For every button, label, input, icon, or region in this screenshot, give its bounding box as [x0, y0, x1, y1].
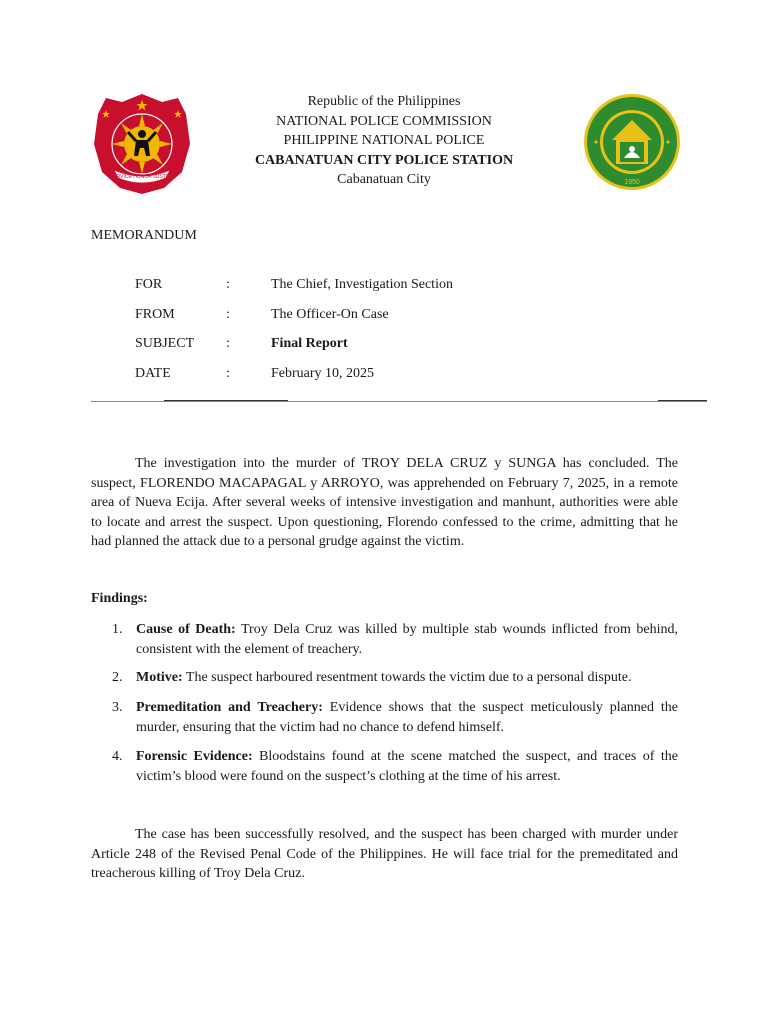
memo-subject-row — [135, 336, 635, 356]
date-label: DATE — [135, 366, 171, 381]
finding-number: 1. — [112, 622, 123, 637]
finding-heading: Cause of Death: — [136, 622, 236, 637]
memo-from-row — [135, 307, 635, 327]
header-divider — [91, 401, 707, 402]
header-station: CABANATUAN CITY POLICE STATION — [254, 152, 514, 168]
date-value: February 10, 2025 — [271, 366, 375, 381]
for-value: The Chief, Investigation Section — [271, 277, 453, 292]
finding-number: 2. — [112, 670, 123, 685]
divider-accent-right — [658, 400, 707, 401]
svg-text:1950: 1950 — [624, 179, 640, 186]
for-label: FOR — [135, 277, 163, 292]
for-colon: : — [226, 277, 230, 292]
header-commission: NATIONAL POLICE COMMISSION — [276, 113, 492, 129]
subject-label: SUBJECT — [135, 336, 195, 351]
memo-title: MEMORANDUM — [91, 228, 197, 243]
date-colon: : — [226, 366, 230, 381]
finding-heading: Motive: — [136, 670, 183, 685]
divider-accent-left — [164, 400, 288, 401]
subject-value: Final Report — [271, 336, 348, 351]
conclusion-paragraph: The case has been successfully resolved, and the suspect has been charged with murder under Article 248 of the Revised Penal Code of the Philippines. He will face trial for the premeditated and treacherous killing of Troy Dela Cruz. — [91, 827, 678, 881]
from-value: The Officer-On Case — [271, 307, 389, 322]
pnp-seal-icon — [92, 92, 192, 196]
from-colon: : — [226, 307, 230, 322]
intro-paragraph: The investigation into the murder of TROY DELA CRUZ y SUNGA has concluded. The suspect, FLORENDO MACAPAGAL y ARROYO, was apprehended on February 7, 2025, in a remote area of Nueva Ecija. After several weeks of intensive investigation and manhunt, authorities were able to locate and arrest the suspect. Upon questioning, Florendo confessed to the crime, admitting that he had planned the attack due to a personal grudge against the victim. — [91, 456, 678, 549]
finding-text: The suspect harboured resentment towards the victim due to a personal dispute. — [182, 670, 632, 685]
subject-colon: : — [226, 336, 230, 351]
letterhead — [234, 92, 534, 190]
finding-heading: Forensic Evidence: — [136, 749, 253, 764]
header-agency: PHILIPPINE NATIONAL POLICE — [283, 133, 485, 148]
finding-text: Troy Dela Cruz was killed by multiple stab wounds inflicted from behind, consistent with the element of treachery. — [136, 622, 678, 657]
finding-number: 3. — [112, 700, 123, 715]
finding-number: 4. — [112, 749, 123, 764]
finding-text: Bloodstains found at the scene matched the suspect, and traces of the victim’s blood were found on the suspect’s clothing at the time of his arrest. — [136, 749, 678, 784]
svg-text:SERVICE HONOR JUSTICE: SERVICE HONOR JUSTICE — [109, 174, 175, 180]
finding-text: Evidence shows that the suspect meticulously planned the murder, ensuring that the victim had no chance to defend himself. — [136, 700, 678, 735]
findings-heading: Findings: — [91, 591, 148, 606]
header-city: Cabanatuan City — [337, 172, 431, 187]
finding-heading: Premeditation and Treachery: — [136, 700, 323, 715]
from-label: FROM — [135, 307, 175, 322]
memo-date-row — [135, 366, 635, 386]
memo-for-row — [135, 277, 635, 297]
cabanatuan-city-seal-icon — [582, 92, 682, 192]
header-country: Republic of the Philippines — [307, 94, 461, 109]
